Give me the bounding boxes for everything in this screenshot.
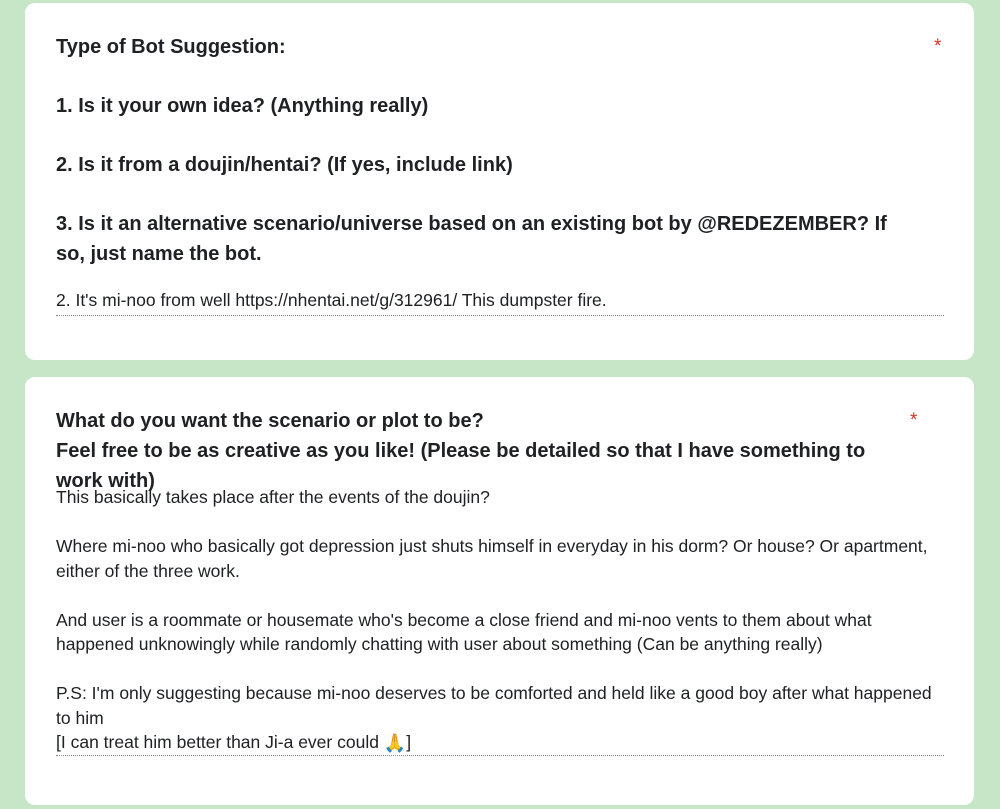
answer-field-bot-type[interactable]: [56, 288, 944, 316]
answer-paragraph: This basically takes place after the events of the doujin?: [56, 487, 490, 507]
answer-paragraph-last: [56, 730, 944, 755]
question-title-line: 3. Is it an alternative scenario/universe based on an existing bot by @REDEZEMBER? If so, just name the bot.: [56, 213, 887, 265]
question-card-bot-type: [25, 3, 974, 360]
question-title-line: 1. Is it your own idea? (Anything really): [56, 95, 429, 117]
answer-paragraph: P.S: I'm only suggesting because mi-noo deserves to be comforted and held like a good boy after what happened to him: [56, 683, 932, 728]
question-title-line: Feel free to be as creative as you like! (Please be detailed so that I have something to work with): [56, 440, 866, 492]
answer-last-line-text: [I can treat him better than Ji-a ever could: [56, 732, 384, 752]
question-card-scenario: [25, 377, 974, 805]
question-title: [56, 406, 906, 496]
answer-field-scenario[interactable]: [56, 485, 944, 756]
required-asterisk: *: [910, 410, 918, 431]
answer-text: 2. It's mi-noo from well https://nhentai.net/g/312961/ This dumpster fire.: [56, 290, 607, 310]
folded-hands-icon: 🙏: [383, 733, 407, 753]
required-asterisk: *: [934, 36, 942, 57]
question-title-line: What do you want the scenario or plot to be?: [56, 410, 484, 432]
answer-paragraph: Where mi-noo who basically got depression just shuts himself in everyday in his dorm? Or house? Or apartment, either of the three work.: [56, 536, 928, 581]
question-title: [56, 32, 906, 269]
answer-last-line-end: ]: [406, 732, 412, 752]
question-title-line: Type of Bot Suggestion:: [56, 36, 286, 58]
answer-paragraph: And user is a roommate or housemate who's become a close friend and mi-noo vents to them about what happened unknowingly while randomly chatting with user about something (Can be anything really): [56, 609, 872, 654]
question-title-line: 2. Is it from a doujin/hentai? (If yes, include link): [56, 154, 513, 176]
